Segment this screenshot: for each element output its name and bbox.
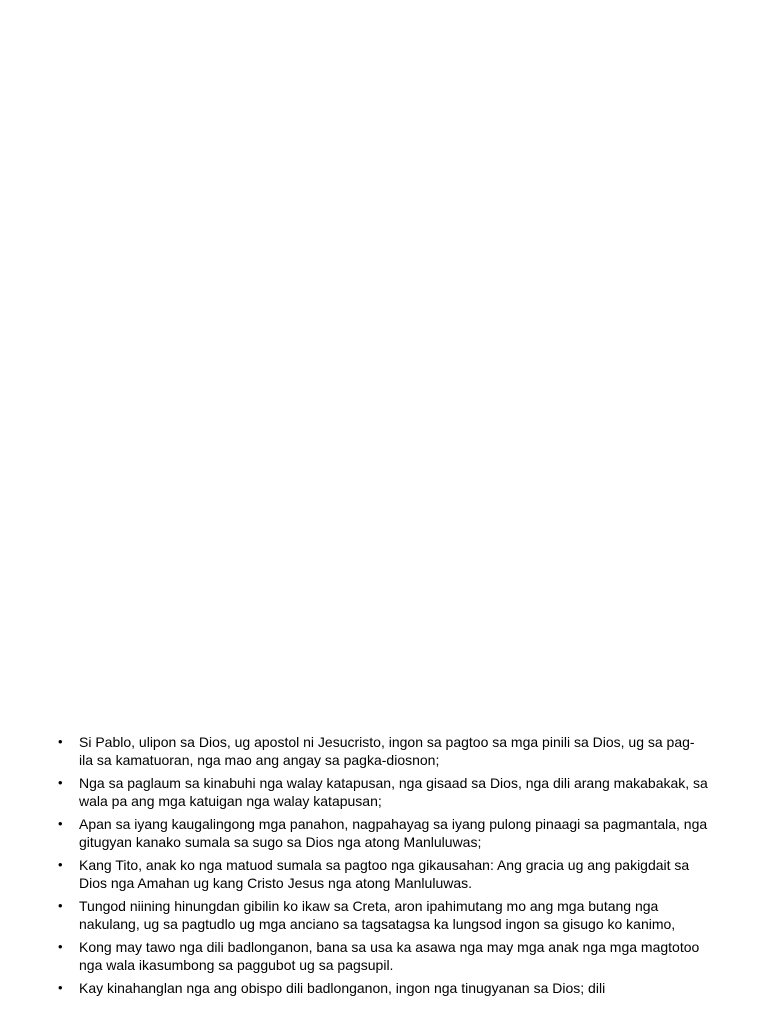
list-item — [58, 979, 708, 997]
list-item — [58, 774, 708, 810]
verse-text: Kang Tito, anak ko nga matuod sumala sa pagtoo nga gikausahan: Ang gracia ug ang pakigdait sa Dios nga Amahan ug kang Cristo Jesus nga atong Manluluwas. — [79, 857, 690, 891]
list-item — [58, 856, 708, 892]
bullet-icon: • — [58, 980, 63, 995]
verse-text: Si Pablo, ulipon sa Dios, ug apostol ni Jesucristo, ingon sa pagtoo sa mga pinili sa Dios, ug sa pag-ila sa kamatuoran, nga mao ang angay sa pagka-diosnon; — [79, 734, 695, 768]
verse-text: Kay kinahanglan nga ang obispo dili badlonganon, ingon nga tinugyanan sa Dios; dili — [79, 980, 606, 996]
bullet-icon: • — [58, 775, 63, 790]
bullet-icon: • — [58, 857, 63, 872]
bullet-icon: • — [58, 734, 63, 749]
verse-list — [58, 733, 708, 1002]
verse-text: Kong may tawo nga dili badlonganon, bana sa usa ka asawa nga may mga anak nga mga magtotoo nga wala ikasumbong sa paggubot ug sa pagsupil. — [79, 939, 700, 973]
verse-text: Tungod niining hinungdan gibilin ko ikaw sa Creta, aron ipahimutang mo ang mga butang nga nakulang, ug sa pagtudlo ug mga anciano sa tagsatagsa ka lungsod ingon sa gisugo ko kanimo, — [79, 898, 676, 932]
list-item — [58, 897, 708, 933]
list-item — [58, 938, 708, 974]
verse-text: Nga sa paglaum sa kinabuhi nga walay katapusan, nga gisaad sa Dios, nga dili arang makabakak, sa wala pa ang mga katuigan nga walay katapusan; — [79, 775, 708, 809]
verse-text: Apan sa iyang kaugalingong mga panahon, nagpahayag sa iyang pulong pinaagi sa pagmantala, nga gitugyan kanako sumala sa sugo sa Dios nga atong Manluluwas; — [79, 816, 708, 850]
bullet-icon: • — [58, 898, 63, 913]
bullet-icon: • — [58, 816, 63, 831]
bullet-icon: • — [58, 939, 63, 954]
list-item — [58, 733, 708, 769]
list-item — [58, 815, 708, 851]
